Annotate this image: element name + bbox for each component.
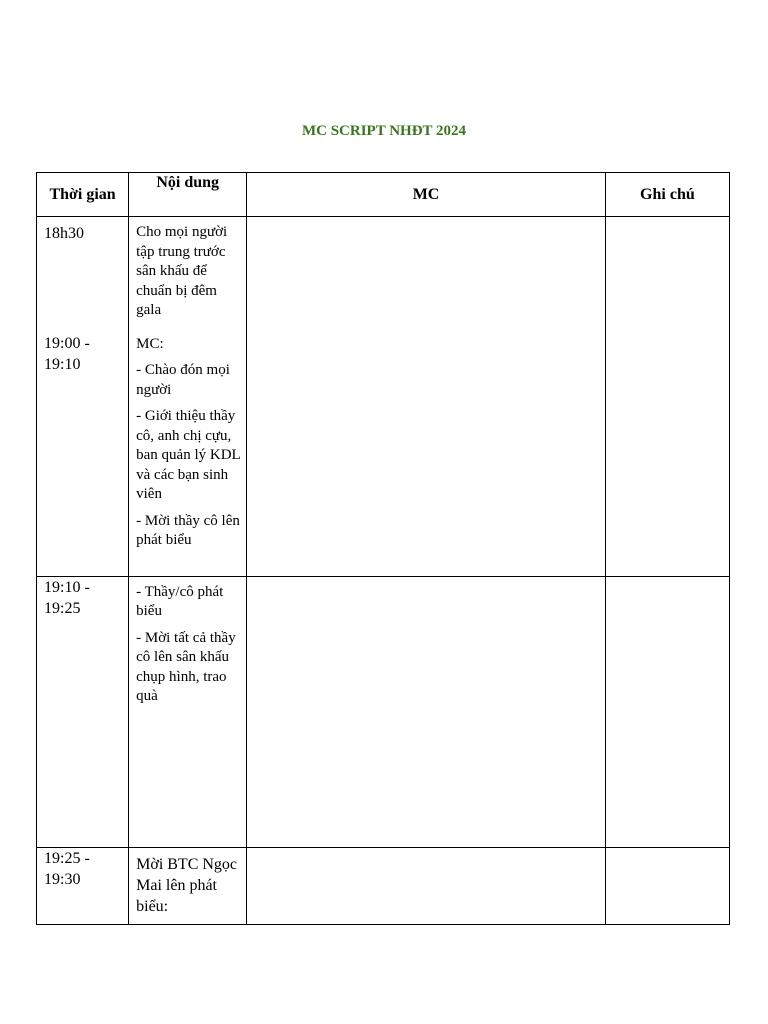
header-note: Ghi chú [605, 173, 729, 217]
mc-cell[interactable] [247, 576, 606, 847]
header-mc: MC [247, 173, 606, 217]
table-header-row [37, 173, 730, 217]
content-line: - Mời tất cả thầy cô lên sân khấu chụp hình, trao quà [136, 629, 236, 705]
note-cell[interactable] [605, 576, 729, 847]
time-cell [37, 576, 129, 847]
content-line: - Mời thầy cô lên phát biểu [136, 512, 240, 549]
content-line: MC: [136, 335, 164, 352]
header-time: Thời gian [37, 173, 129, 217]
content-cell [129, 576, 247, 847]
time-value: 19:10 - 19:25 [44, 578, 90, 617]
content-line: Mời BTC Ngọc Mai lên phát biểu: [136, 855, 238, 915]
note-cell[interactable] [605, 847, 729, 924]
content-line: - Chào đón mọi người [136, 362, 230, 398]
time-value: 18h30 [44, 225, 84, 243]
note-cell[interactable] [605, 217, 729, 576]
content-cell [129, 217, 247, 576]
table-row [37, 576, 730, 847]
content-line: - Thầy/cô phát biểu [136, 583, 224, 620]
content-line: - Giới thiệu thầy cô, anh chị cựu, ban quản lý KDL và các bạn sinh viên [136, 408, 241, 503]
document-title: MC SCRIPT NHĐT 2024 [301, 123, 467, 139]
time-cell [37, 217, 129, 576]
time-cell [37, 847, 129, 924]
header-content: Nội dung [129, 173, 247, 217]
mc-cell[interactable] [247, 847, 606, 924]
content-line: Cho mọi người tập trung trước sân khấu để chuẩn bị đêm gala [136, 224, 228, 319]
time-value: 19:25 - 19:30 [44, 849, 90, 888]
mc-script-table [36, 172, 730, 925]
content-cell [129, 847, 247, 924]
table-row [37, 847, 730, 924]
table-row [37, 217, 730, 576]
time-value: 19:00 - 19:10 [44, 335, 90, 374]
mc-cell[interactable] [247, 217, 606, 576]
